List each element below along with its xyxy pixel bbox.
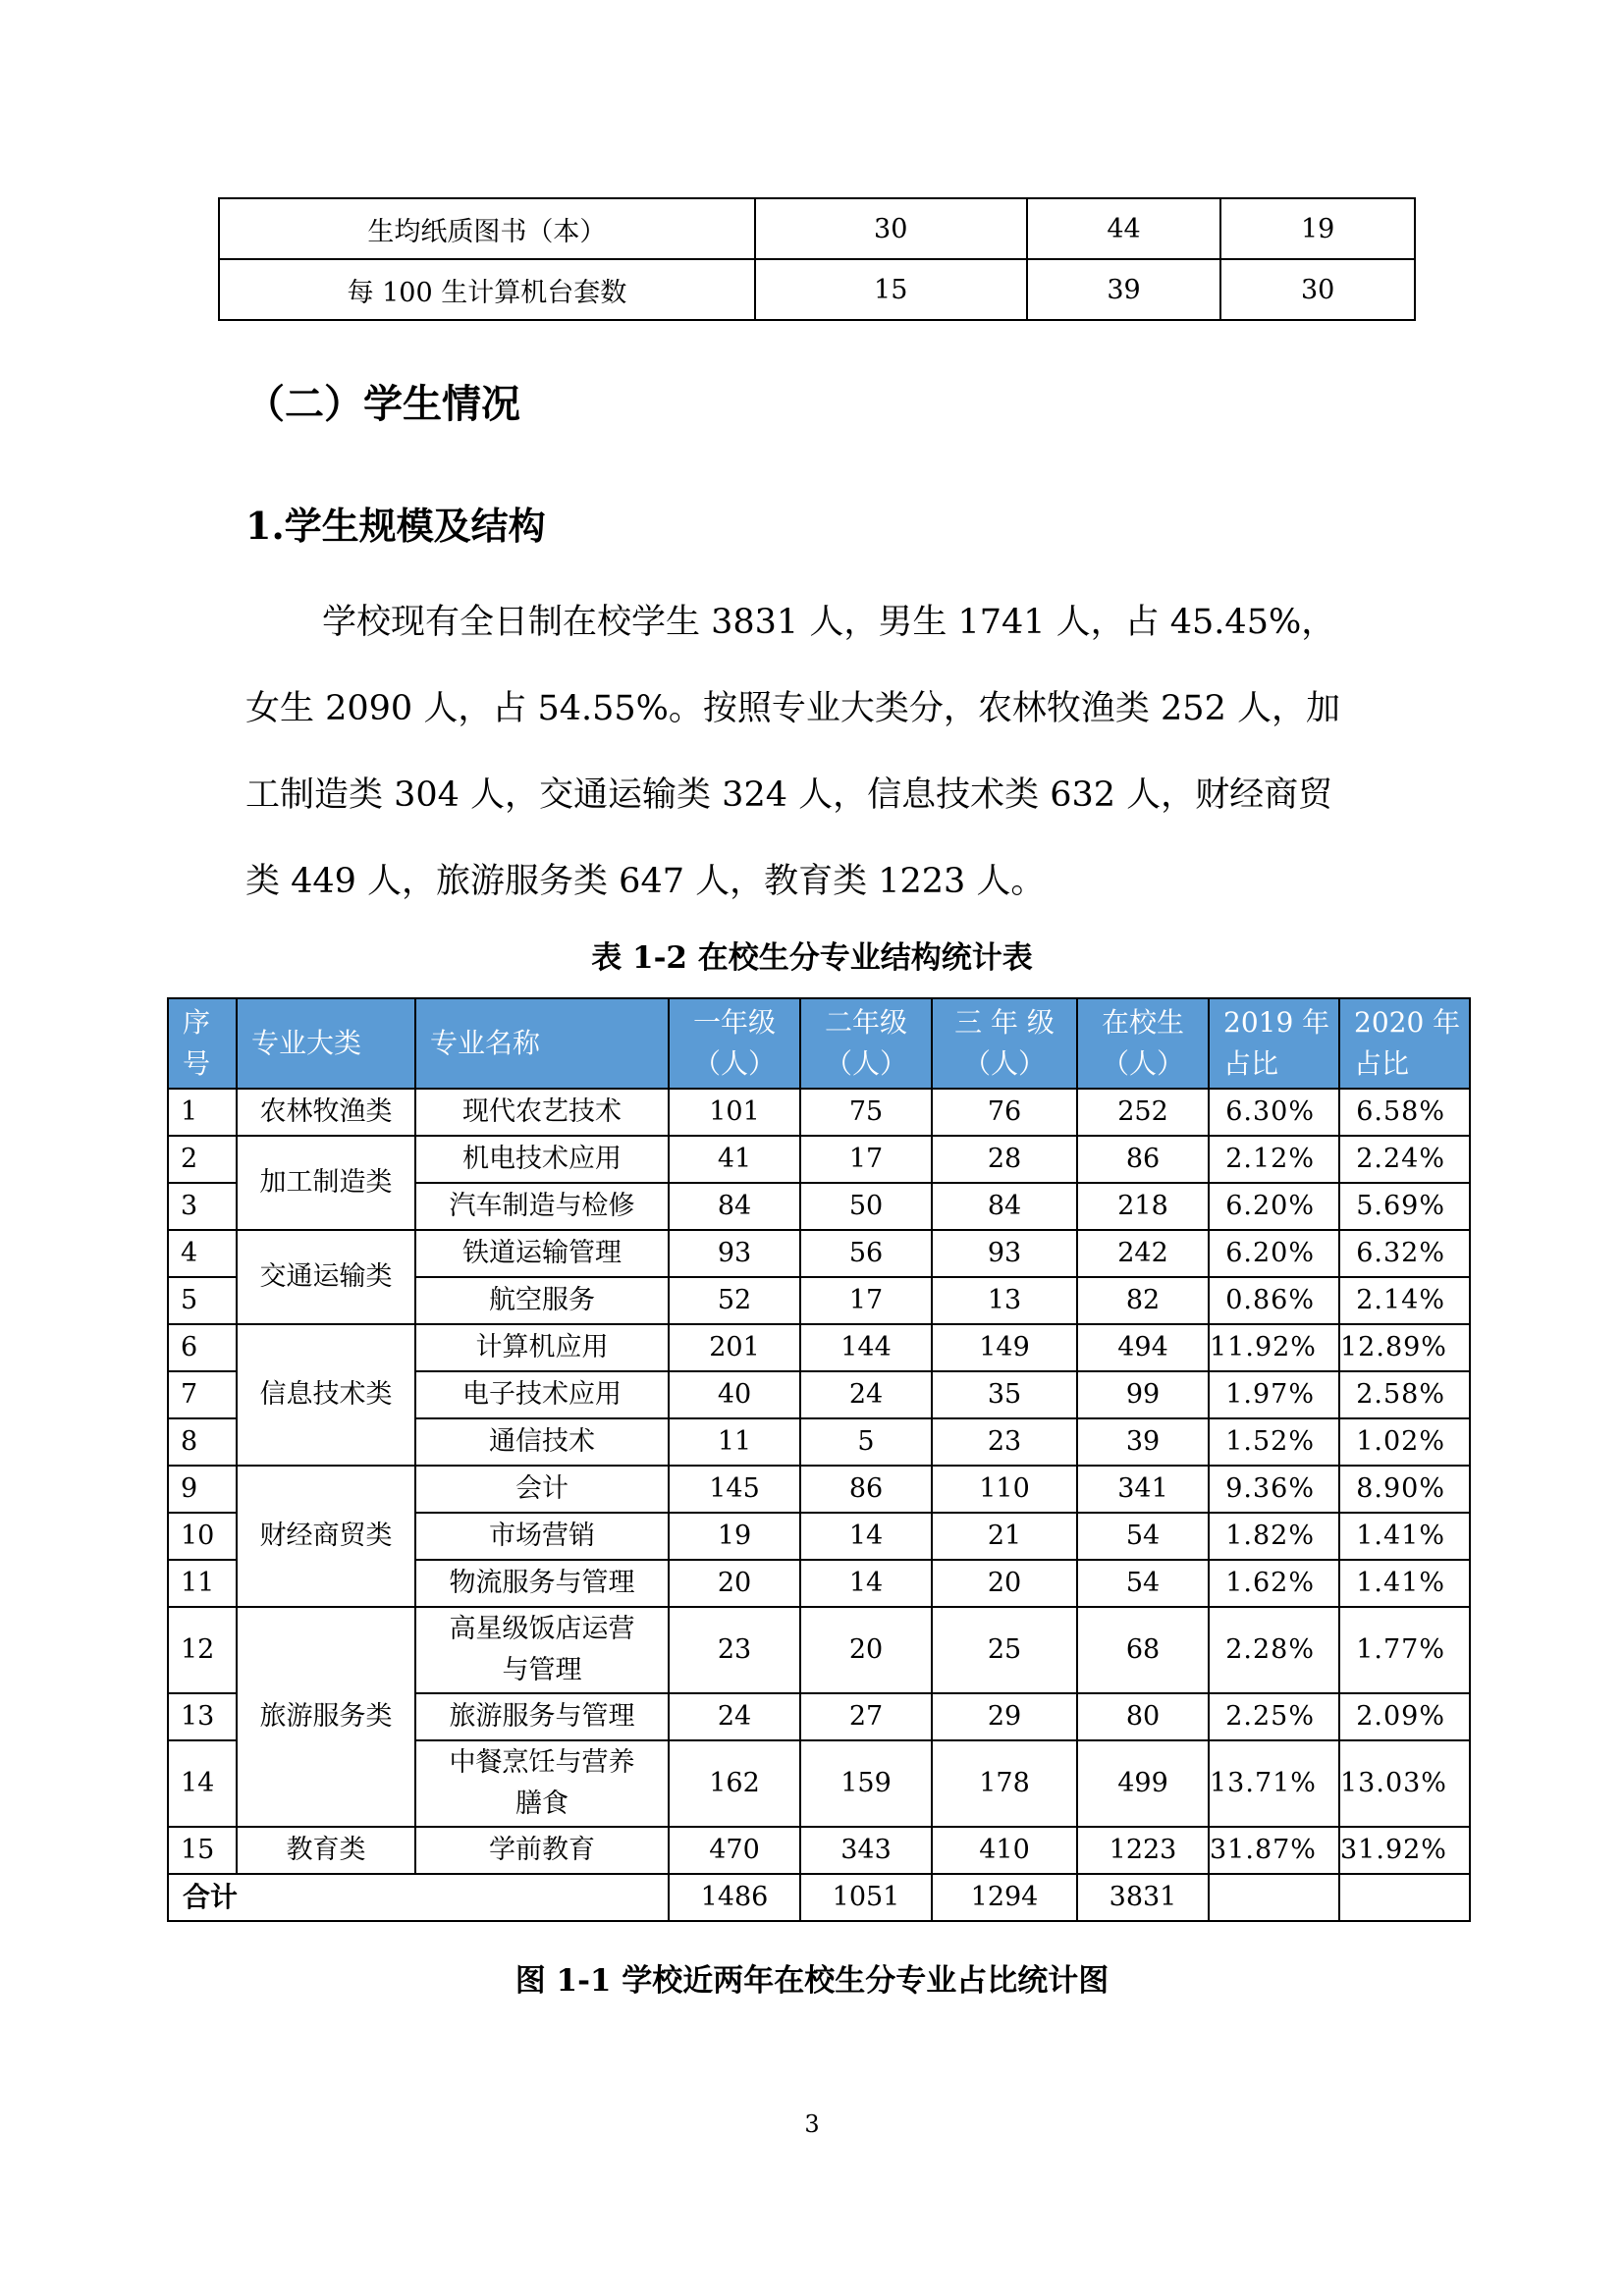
total-cell: 86 xyxy=(1077,1136,1209,1183)
major-cell: 铁道运输管理 xyxy=(415,1230,669,1277)
grade1-cell: 24 xyxy=(669,1693,800,1740)
grade2-cell: 17 xyxy=(800,1277,932,1324)
total-cell: 499 xyxy=(1077,1740,1209,1827)
grade3-cell: 178 xyxy=(932,1740,1077,1827)
header-total: 在校生 （人） xyxy=(1077,998,1209,1089)
table-row xyxy=(168,1607,1470,1693)
grade1-cell: 93 xyxy=(669,1230,800,1277)
ratio-2019-cell: 6.20% xyxy=(1209,1230,1339,1277)
table-row xyxy=(168,1324,1470,1371)
grade3-cell: 25 xyxy=(932,1607,1077,1693)
major-line: 与管理 xyxy=(502,1655,582,1685)
total-cell: 39 xyxy=(1077,1418,1209,1466)
grade2-cell: 17 xyxy=(800,1136,932,1183)
row-index: 12 xyxy=(168,1607,237,1693)
total-cell: 494 xyxy=(1077,1324,1209,1371)
major-cell xyxy=(415,1740,669,1827)
ratio-2019-cell: 31.87% xyxy=(1209,1827,1339,1874)
row-index: 9 xyxy=(168,1466,237,1513)
grade3-cell: 28 xyxy=(932,1136,1077,1183)
total-cell: 1223 xyxy=(1077,1827,1209,1874)
table-cell: 19 xyxy=(1220,198,1415,259)
grade2-cell: 56 xyxy=(800,1230,932,1277)
header-grade3: 三 年 级 （人） xyxy=(932,998,1077,1089)
grade1-cell: 101 xyxy=(669,1089,800,1136)
page-number: 3 xyxy=(804,2110,820,2138)
row-label: 每 100 生计算机台套数 xyxy=(219,259,755,320)
grade1-cell: 40 xyxy=(669,1371,800,1418)
ratio-2020-cell: 13.03% xyxy=(1339,1740,1470,1827)
major-cell: 机电技术应用 xyxy=(415,1136,669,1183)
empty-cell xyxy=(1339,1874,1470,1921)
row-index: 13 xyxy=(168,1693,237,1740)
grade1-cell: 470 xyxy=(669,1827,800,1874)
grade3-cell: 410 xyxy=(932,1827,1077,1874)
grade3-cell: 93 xyxy=(932,1230,1077,1277)
ratio-2019-cell: 13.71% xyxy=(1209,1740,1339,1827)
table-cell: 44 xyxy=(1027,198,1221,259)
grade2-cell: 50 xyxy=(800,1183,932,1230)
row-index: 5 xyxy=(168,1277,237,1324)
major-cell: 会计 xyxy=(415,1466,669,1513)
row-index: 3 xyxy=(168,1183,237,1230)
category-cell: 加工制造类 xyxy=(237,1136,415,1230)
ratio-2020-cell: 6.58% xyxy=(1339,1089,1470,1136)
ratio-2019-cell: 6.30% xyxy=(1209,1089,1339,1136)
table-cell: 30 xyxy=(755,198,1027,259)
facilities-table xyxy=(218,197,1416,321)
table-row xyxy=(168,1230,1470,1277)
grade3-cell: 76 xyxy=(932,1089,1077,1136)
ratio-2020-cell: 1.02% xyxy=(1339,1418,1470,1466)
grade2-cell: 14 xyxy=(800,1513,932,1560)
total-cell: 242 xyxy=(1077,1230,1209,1277)
grade3-cell: 23 xyxy=(932,1418,1077,1466)
grade3-cell: 20 xyxy=(932,1560,1077,1607)
grade3-cell: 84 xyxy=(932,1183,1077,1230)
major-cell: 市场营销 xyxy=(415,1513,669,1560)
header-category: 专业大类 xyxy=(237,998,415,1089)
total-cell: 218 xyxy=(1077,1183,1209,1230)
grade2-cell: 144 xyxy=(800,1324,932,1371)
grade2-cell: 86 xyxy=(800,1466,932,1513)
total-cell: 54 xyxy=(1077,1560,1209,1607)
ratio-2020-cell: 8.90% xyxy=(1339,1466,1470,1513)
table-header-row xyxy=(168,998,1470,1089)
table-row xyxy=(168,1089,1470,1136)
ratio-2019-cell: 1.97% xyxy=(1209,1371,1339,1418)
ratio-2020-cell: 1.41% xyxy=(1339,1560,1470,1607)
row-index: 8 xyxy=(168,1418,237,1466)
ratio-2020-cell: 5.69% xyxy=(1339,1183,1470,1230)
section-heading: （二）学生情况 xyxy=(245,381,520,427)
ratio-2019-cell: 6.20% xyxy=(1209,1183,1339,1230)
grade1-cell: 41 xyxy=(669,1136,800,1183)
major-cell: 物流服务与管理 xyxy=(415,1560,669,1607)
major-cell: 汽车制造与检修 xyxy=(415,1183,669,1230)
ratio-2020-cell: 2.14% xyxy=(1339,1277,1470,1324)
grade3-cell: 29 xyxy=(932,1693,1077,1740)
ratio-2020-cell: 2.58% xyxy=(1339,1371,1470,1418)
grade1-total-cell: 1486 xyxy=(669,1874,800,1921)
grade1-cell: 162 xyxy=(669,1740,800,1827)
major-cell: 通信技术 xyxy=(415,1418,669,1466)
major-cell: 计算机应用 xyxy=(415,1324,669,1371)
grade2-cell: 75 xyxy=(800,1089,932,1136)
total-label: 合计 xyxy=(168,1874,669,1921)
category-cell: 农林牧渔类 xyxy=(237,1089,415,1136)
header-idx: 序 号 xyxy=(168,998,237,1089)
ratio-2019-cell: 1.82% xyxy=(1209,1513,1339,1560)
total-cell: 68 xyxy=(1077,1607,1209,1693)
major-line: 中餐烹饪与营养 xyxy=(449,1747,635,1778)
major-cell xyxy=(415,1607,669,1693)
grade3-cell: 110 xyxy=(932,1466,1077,1513)
ratio-2019-cell: 2.25% xyxy=(1209,1693,1339,1740)
paragraph-line: 学校现有全日制在校学生 3831 人，男生 1741 人，占 45.45%， xyxy=(322,603,1336,642)
ratio-2019-cell: 1.62% xyxy=(1209,1560,1339,1607)
ratio-2019-cell: 2.28% xyxy=(1209,1607,1339,1693)
table-row xyxy=(168,1827,1470,1874)
header-2020-ratio: 2020 年 占比 xyxy=(1339,998,1470,1089)
major-cell: 旅游服务与管理 xyxy=(415,1693,669,1740)
major-line: 高星级饭店运营 xyxy=(449,1614,635,1644)
table-cell: 30 xyxy=(1220,259,1415,320)
total-cell: 341 xyxy=(1077,1466,1209,1513)
grade1-cell: 20 xyxy=(669,1560,800,1607)
header-grade2: 二年级 （人） xyxy=(800,998,932,1089)
major-cell: 学前教育 xyxy=(415,1827,669,1874)
total-row xyxy=(168,1874,1470,1921)
total-cell: 54 xyxy=(1077,1513,1209,1560)
category-cell: 财经商贸类 xyxy=(237,1466,415,1607)
row-index: 4 xyxy=(168,1230,237,1277)
category-cell: 信息技术类 xyxy=(237,1324,415,1466)
grade3-cell: 149 xyxy=(932,1324,1077,1371)
grade2-cell: 14 xyxy=(800,1560,932,1607)
header-2019-ratio: 2019 年 占比 xyxy=(1209,998,1339,1089)
ratio-2019-cell: 9.36% xyxy=(1209,1466,1339,1513)
category-cell: 教育类 xyxy=(237,1827,415,1874)
body-paragraph xyxy=(245,579,1394,925)
grade2-cell: 159 xyxy=(800,1740,932,1827)
grade2-cell: 27 xyxy=(800,1693,932,1740)
row-index: 11 xyxy=(168,1560,237,1607)
ratio-2020-cell: 1.77% xyxy=(1339,1607,1470,1693)
total-cell: 99 xyxy=(1077,1371,1209,1418)
table-row xyxy=(219,259,1415,320)
category-cell: 旅游服务类 xyxy=(237,1607,415,1827)
ratio-2019-cell: 11.92% xyxy=(1209,1324,1339,1371)
ratio-2019-cell: 2.12% xyxy=(1209,1136,1339,1183)
grade3-total-cell: 1294 xyxy=(932,1874,1077,1921)
row-index: 2 xyxy=(168,1136,237,1183)
grade1-cell: 23 xyxy=(669,1607,800,1693)
category-cell: 交通运输类 xyxy=(237,1230,415,1324)
grade3-cell: 35 xyxy=(932,1371,1077,1418)
ratio-2020-cell: 2.24% xyxy=(1339,1136,1470,1183)
major-cell: 航空服务 xyxy=(415,1277,669,1324)
table-cell: 39 xyxy=(1027,259,1221,320)
grade1-cell: 145 xyxy=(669,1466,800,1513)
paragraph-line: 工制造类 304 人，交通运输类 324 人，信息技术类 632 人，财经商贸 xyxy=(245,775,1333,815)
grade3-cell: 13 xyxy=(932,1277,1077,1324)
sub-heading: 1.学生规模及结构 xyxy=(245,504,546,548)
table-row xyxy=(168,1136,1470,1183)
grade2-total-cell: 1051 xyxy=(800,1874,932,1921)
row-index: 14 xyxy=(168,1740,237,1827)
row-index: 1 xyxy=(168,1089,237,1136)
ratio-2020-cell: 1.41% xyxy=(1339,1513,1470,1560)
ratio-2019-cell: 0.86% xyxy=(1209,1277,1339,1324)
ratio-2019-cell: 1.52% xyxy=(1209,1418,1339,1466)
empty-cell xyxy=(1209,1874,1339,1921)
major-cell: 现代农艺技术 xyxy=(415,1089,669,1136)
paragraph-line: 女生 2090 人，占 54.55%。按照专业大类分，农林牧渔类 252 人，加 xyxy=(245,689,1340,728)
ratio-2020-cell: 6.32% xyxy=(1339,1230,1470,1277)
ratio-2020-cell: 12.89% xyxy=(1339,1324,1470,1371)
row-index: 6 xyxy=(168,1324,237,1371)
grade2-cell: 5 xyxy=(800,1418,932,1466)
table-row xyxy=(168,1466,1470,1513)
grand-total-cell: 3831 xyxy=(1077,1874,1209,1921)
ratio-2020-cell: 2.09% xyxy=(1339,1693,1470,1740)
grade1-cell: 84 xyxy=(669,1183,800,1230)
ratio-2020-cell: 31.92% xyxy=(1339,1827,1470,1874)
grade1-cell: 11 xyxy=(669,1418,800,1466)
grade1-cell: 201 xyxy=(669,1324,800,1371)
total-cell: 252 xyxy=(1077,1089,1209,1136)
grade2-cell: 24 xyxy=(800,1371,932,1418)
major-line: 膳食 xyxy=(515,1789,568,1819)
enrollment-stats-table xyxy=(167,997,1471,1922)
grade3-cell: 21 xyxy=(932,1513,1077,1560)
figure-caption: 图 1-1 学校近两年在校生分专业占比统计图 xyxy=(514,1963,1110,1999)
grade2-cell: 20 xyxy=(800,1607,932,1693)
row-index: 7 xyxy=(168,1371,237,1418)
header-major: 专业名称 xyxy=(415,998,669,1089)
table-cell: 15 xyxy=(755,259,1027,320)
table-caption: 表 1-2 在校生分专业结构统计表 xyxy=(591,940,1033,976)
major-cell: 电子技术应用 xyxy=(415,1371,669,1418)
grade1-cell: 19 xyxy=(669,1513,800,1560)
header-grade1: 一年级 （人） xyxy=(669,998,800,1089)
total-cell: 82 xyxy=(1077,1277,1209,1324)
row-index: 10 xyxy=(168,1513,237,1560)
paragraph-line: 类 449 人，旅游服务类 647 人，教育类 1223 人。 xyxy=(245,862,1046,901)
grade2-cell: 343 xyxy=(800,1827,932,1874)
total-cell: 80 xyxy=(1077,1693,1209,1740)
row-label: 生均纸质图书（本） xyxy=(219,198,755,259)
table-row xyxy=(219,198,1415,259)
grade1-cell: 52 xyxy=(669,1277,800,1324)
row-index: 15 xyxy=(168,1827,237,1874)
